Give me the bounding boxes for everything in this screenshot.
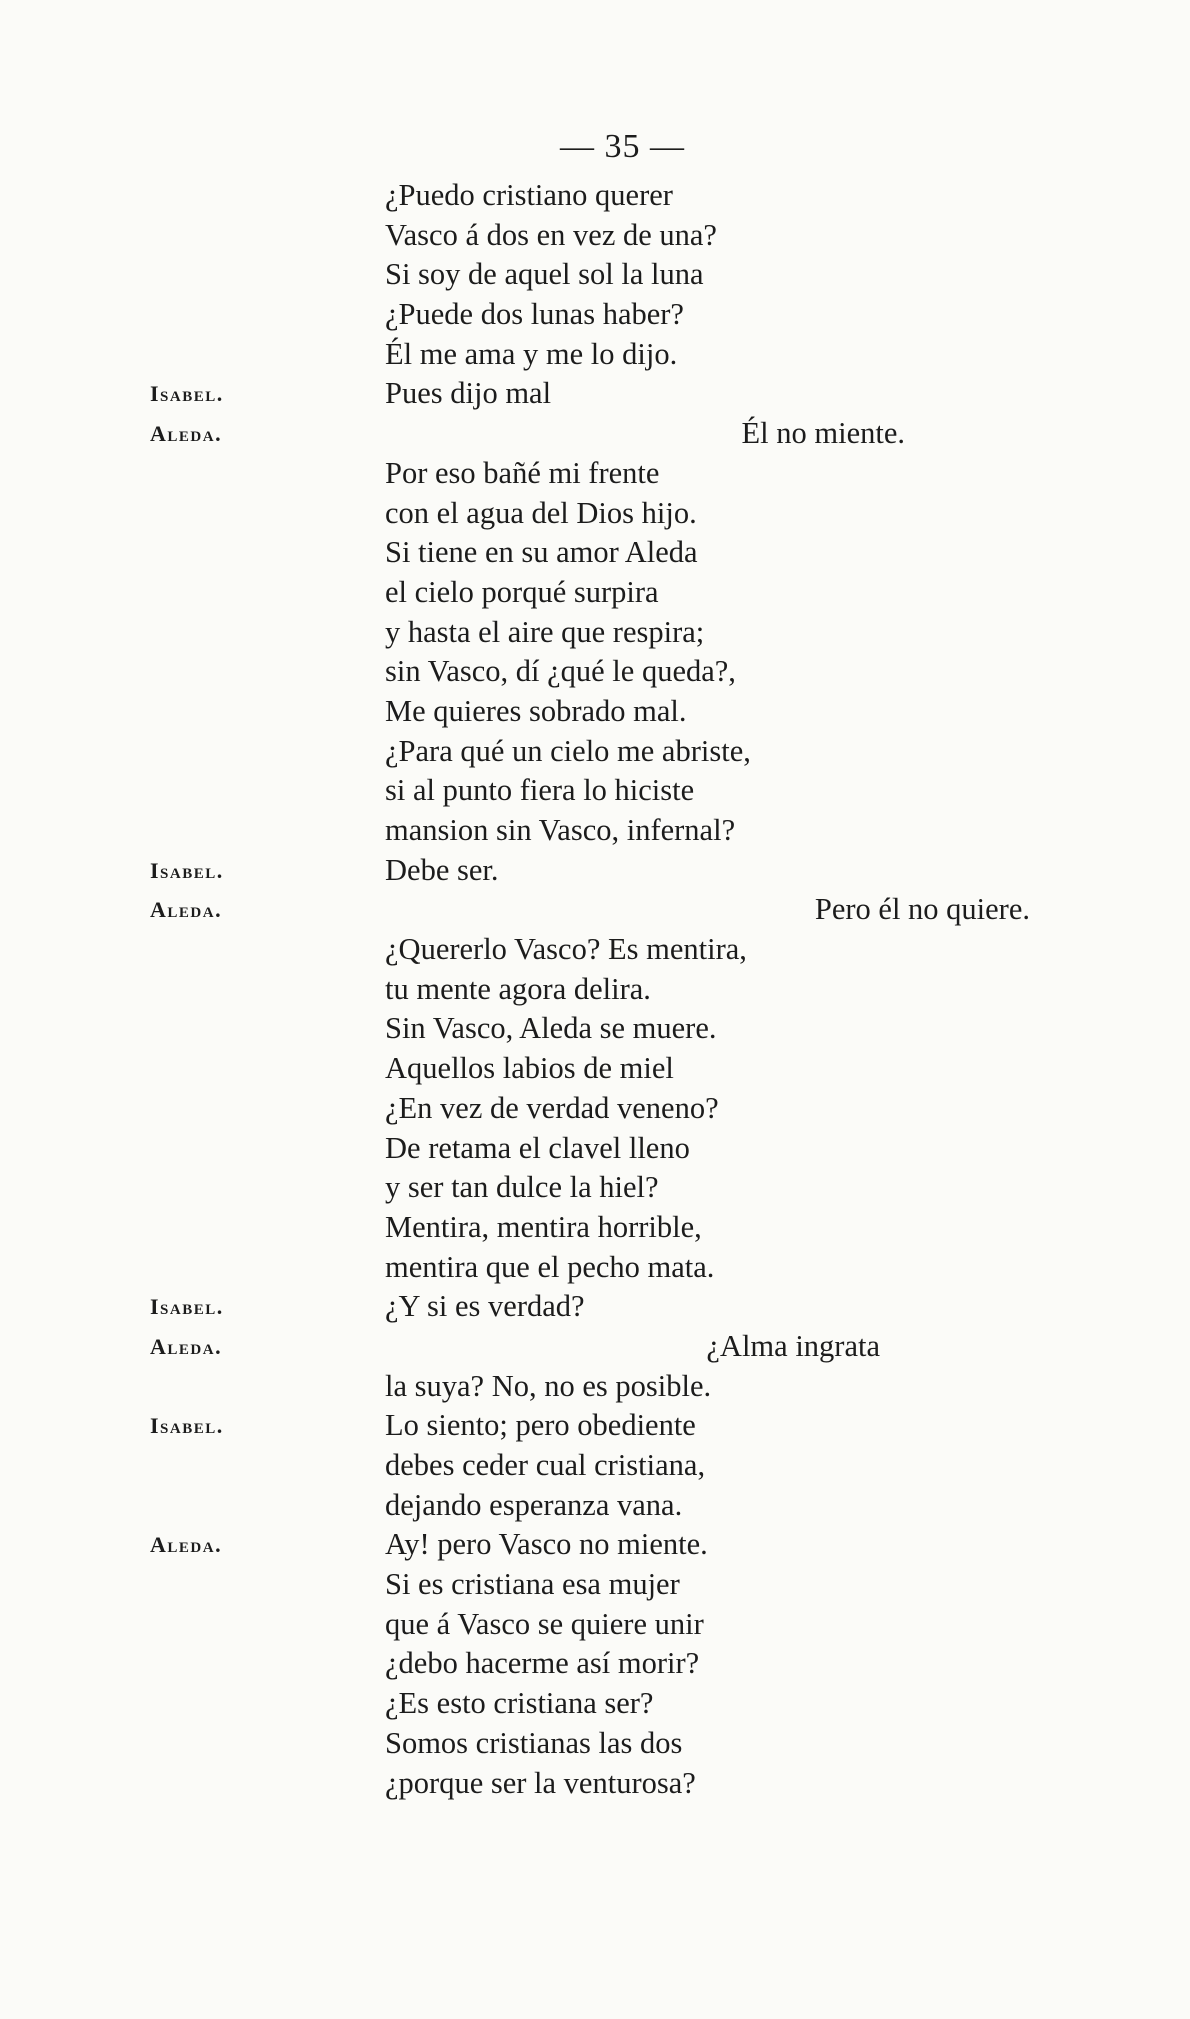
- speaker-name: Aleda.: [150, 1532, 223, 1558]
- speaker-name: Isabel.: [150, 1294, 224, 1320]
- verse-text: Aquellos labios de miel: [385, 1051, 674, 1086]
- verse-text: Ay! pero Vasco no miente.: [385, 1527, 708, 1562]
- verse-line: [150, 1486, 1030, 1526]
- verse-text: Vasco á dos en vez de una?: [385, 217, 717, 252]
- verse-text: tu mente agora delira.: [385, 971, 651, 1006]
- verse-line: [150, 1009, 1030, 1049]
- verse-text: la suya? No, no es posible.: [385, 1368, 712, 1403]
- page-number: — 35 —: [560, 128, 685, 165]
- verse-text: ¿Es esto cristiana ser?: [385, 1686, 654, 1721]
- verse-text: De retama el clavel lleno: [385, 1130, 690, 1165]
- verse-line: [150, 1248, 1030, 1288]
- verse-line: [150, 374, 1030, 414]
- speaker-name: Aleda.: [150, 1333, 223, 1359]
- verse-text: Pues dijo mal: [385, 376, 552, 411]
- verse-line: [150, 732, 1030, 772]
- verse-text: Me quieres sobrado mal.: [385, 693, 687, 728]
- verse-dialogue: [150, 176, 1030, 1803]
- verse-text: Si soy de aquel sol la luna: [385, 257, 704, 292]
- speaker-name: Aleda.: [150, 421, 223, 447]
- verse-text: ¿Puede dos lunas haber?: [385, 297, 684, 332]
- verse-line: [150, 1168, 1030, 1208]
- verse-text: Si es cristiana esa mujer: [385, 1567, 680, 1602]
- verse-text: debes ceder cual cristiana,: [385, 1448, 706, 1482]
- verse-text: mansion sin Vasco, infernal?: [385, 813, 736, 847]
- verse-line: [150, 613, 1030, 653]
- verse-text: mentira que el pecho mata.: [385, 1249, 715, 1284]
- verse-line: [150, 930, 1030, 970]
- verse-text: Lo siento; pero obediente: [385, 1408, 696, 1443]
- verse-text: Debe ser.: [385, 852, 499, 887]
- verse-line: [150, 216, 1030, 256]
- speaker-name: Isabel.: [150, 381, 224, 407]
- verse-text: dejando esperanza vana.: [385, 1487, 683, 1522]
- verse-line: [150, 1287, 1030, 1327]
- verse-line: [150, 1208, 1030, 1248]
- verse-line: [150, 1764, 1030, 1804]
- verse-text: el cielo porqué surpira: [385, 574, 659, 609]
- verse-line: [150, 1605, 1030, 1645]
- verse-line: [150, 454, 1030, 494]
- verse-text: Si tiene en su amor Aleda: [385, 535, 698, 570]
- verse-text: sin Vasco, dí ¿qué le queda?,: [385, 654, 736, 689]
- verse-line: [150, 295, 1030, 335]
- verse-line: [150, 1327, 1030, 1367]
- verse-line: [150, 255, 1030, 295]
- verse-line: [150, 1446, 1030, 1486]
- verse-line: [150, 533, 1030, 573]
- verse-line: [150, 1129, 1030, 1169]
- verse-line: [150, 414, 1030, 454]
- verse-text: ¿porque ser la venturosa?: [385, 1765, 696, 1800]
- verse-line: [150, 1406, 1030, 1446]
- verse-text: y hasta el aire que respira;: [385, 614, 705, 649]
- verse-text: ¿Puedo cristiano querer: [385, 178, 673, 212]
- verse-text: y ser tan dulce la hiel?: [385, 1170, 659, 1205]
- verse-line: [150, 771, 1030, 811]
- verse-line: [150, 890, 1030, 930]
- verse-line: [150, 176, 1030, 216]
- verse-line: [150, 1049, 1030, 1089]
- speaker-name: Isabel.: [150, 1413, 224, 1439]
- verse-line: [150, 1089, 1030, 1129]
- verse-line: [150, 1684, 1030, 1724]
- verse-text: Pero él no quiere.: [814, 892, 1030, 927]
- verse-line: [150, 1525, 1030, 1565]
- verse-line: [150, 811, 1030, 851]
- verse-line: [150, 494, 1030, 534]
- verse-line: [150, 573, 1030, 613]
- verse-text: con el agua del Dios hijo.: [385, 495, 697, 530]
- verse-line: [150, 1724, 1030, 1764]
- speaker-name: Aleda.: [150, 897, 223, 923]
- verse-line: [150, 335, 1030, 375]
- verse-line: [150, 851, 1030, 891]
- verse-line: [150, 652, 1030, 692]
- verse-line: [150, 1644, 1030, 1684]
- verse-text: si al punto fiera lo hiciste: [385, 773, 695, 808]
- speaker-name: Isabel.: [150, 857, 224, 883]
- verse-text: ¿Alma ingrata: [706, 1328, 880, 1363]
- verse-text: que á Vasco se quiere unir: [385, 1606, 704, 1641]
- verse-line: [150, 970, 1030, 1010]
- verse-text: ¿debo hacerme así morir?: [385, 1646, 700, 1681]
- verse-text: Él no miente.: [741, 416, 905, 451]
- verse-text: Sin Vasco, Aleda se muere.: [385, 1011, 717, 1046]
- verse-text: Él me ama y me lo dijo.: [385, 336, 678, 371]
- verse-text: Somos cristianas las dos: [385, 1725, 683, 1760]
- verse-text: ¿Y si es verdad?: [385, 1289, 585, 1324]
- verse-line: [150, 692, 1030, 732]
- verse-line: [150, 1367, 1030, 1407]
- verse-text: ¿En vez de verdad veneno?: [385, 1090, 719, 1125]
- verse-text: ¿Para qué un cielo me abriste,: [385, 733, 751, 768]
- verse-text: Por eso bañé mi frente: [385, 455, 660, 490]
- verse-text: Mentira, mentira horrible,: [385, 1209, 702, 1244]
- verse-line: [150, 1565, 1030, 1605]
- verse-text: ¿Quererlo Vasco? Es mentira,: [385, 932, 747, 967]
